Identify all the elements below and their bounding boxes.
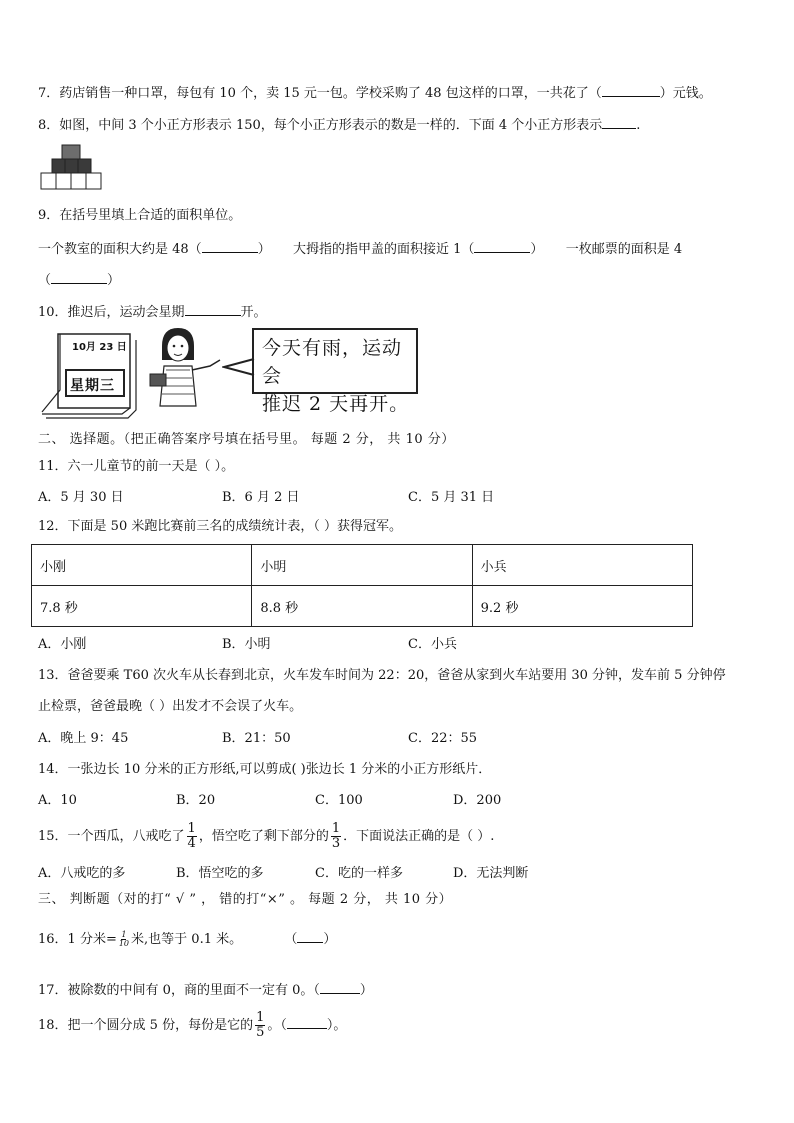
question-12: 12．下面是 50 米跑比赛前三名的成绩统计表，（ ）获得冠军。 [38, 519, 402, 534]
question-13-line-1: 13．爸爸要乘 T60 次火车从长春到北京，火车发车时间为 22：20，爸爸从家到火车站要用 30 分钟，发车前 5 分钟停 [38, 668, 726, 683]
question-7-text: 7．药店销售一种口罩，每包有 10 个，卖 15 元一包。学校采购了 48 包这样的口罩，一共花了（ [38, 86, 602, 101]
option-c[interactable]: C．小兵 [408, 637, 457, 652]
question-17: 17．被除数的中间有 0，商的里面不一定有 0。（ ） [38, 980, 373, 1000]
calendar-illustration [38, 330, 142, 422]
square-bottom [56, 173, 71, 189]
option-c[interactable]: C．5 月 31 日 [408, 490, 495, 505]
table-cell-name: 小刚 [32, 545, 252, 586]
square-middle [52, 159, 65, 173]
question-18: 18．把一个圆分成 5 份，每份是它的 $\frac{1}{5}$ 。（ ）。 [38, 1010, 347, 1040]
question-9-line-2: （ ） [38, 270, 120, 290]
table-row [32, 545, 693, 586]
option-b[interactable]: B．6 月 2 日 [222, 490, 300, 505]
option-a[interactable]: A．八戒吃的多 [38, 866, 126, 881]
fraction: $\frac{1}{3}$ [331, 821, 341, 851]
squares-figure [40, 143, 104, 193]
answer-blank[interactable] [297, 929, 323, 943]
question-10: 10．推迟后，运动会星期 开。 [38, 302, 267, 322]
question-11: 11．六一儿童节的前一天是（ ）。 [38, 459, 235, 474]
question-14: 14．一张边长 10 分米的正方形纸,可以剪成( )张边长 1 分米的小正方形纸片． [38, 762, 492, 777]
option-b[interactable]: B．21：50 [222, 731, 291, 746]
table-cell-time: 9.2 秒 [472, 586, 692, 627]
speech-line-2: 推迟 2 天再开。 [262, 393, 410, 415]
answer-blank[interactable] [51, 270, 107, 284]
speech-line-1: 今天有雨，运动会 [262, 337, 403, 387]
fraction: $\frac{1}{4}$ [187, 821, 196, 851]
square-bottom [86, 173, 101, 189]
option-b[interactable]: B．20 [176, 793, 216, 808]
teacher-illustration [148, 326, 226, 410]
table-cell-name: 小兵 [472, 545, 692, 586]
section-3-title: 三、 判断题（对的打“ √ ” ， 错的打“×” 。 每题 2 分， 共 10 分） [38, 892, 453, 907]
option-c[interactable]: C．吃的一样多 [315, 866, 403, 881]
fraction: $\frac{1}{5}$ [256, 1010, 265, 1040]
option-d[interactable]: D．200 [453, 793, 502, 808]
square-bottom [71, 173, 86, 189]
square-bottom [41, 173, 56, 189]
calendar-weekday: 星期三 [70, 378, 115, 394]
square-middle [65, 159, 78, 173]
option-d[interactable]: D．无法判断 [453, 866, 529, 881]
table-cell-time: 7.8 秒 [32, 586, 252, 627]
answer-blank[interactable] [602, 115, 636, 129]
answer-blank[interactable] [474, 239, 530, 253]
question-13-line-2: 止检票，爸爸最晚（ ）出发才不会误了火车。 [38, 699, 303, 714]
speech-tail [222, 355, 256, 379]
answer-blank[interactable] [320, 980, 360, 994]
option-a[interactable]: A．10 [38, 793, 77, 808]
option-a[interactable]: A．5 月 30 日 [38, 490, 124, 505]
option-b[interactable]: B．悟空吃的多 [176, 866, 264, 881]
answer-blank[interactable] [202, 239, 258, 253]
option-a[interactable]: A．晚上 9：45 [38, 731, 129, 746]
table-cell-name: 小明 [252, 545, 472, 586]
question-7-text-end: ）元钱。 [659, 86, 712, 101]
question-9-line: 一个教室的面积大约是 48（ ） 大拇指的指甲盖的面积接近 1（ ） 一枚邮票的面积是 4 [38, 239, 682, 259]
square-middle [78, 159, 91, 173]
score-table [31, 544, 693, 627]
answer-blank[interactable] [287, 1015, 327, 1029]
question-15: 15．一个西瓜，八戒吃了 $\frac{1}{4}$ ，悟空吃了剩下部分的 $\frac{1}{3}$ ．下面说法正确的是（ ）. [38, 821, 495, 851]
option-b[interactable]: B．小明 [222, 637, 271, 652]
answer-blank[interactable] [602, 83, 660, 97]
table-cell-time: 8.8 秒 [252, 586, 472, 627]
answer-blank[interactable] [185, 302, 241, 316]
question-16: 16．1 分米= $\frac{1}{10}$ 米,也等于 0.1 米。 （ ） [38, 930, 337, 948]
table-row [32, 586, 693, 627]
calendar-date: 10月 23 日 [72, 342, 127, 353]
option-c[interactable]: C．100 [315, 793, 363, 808]
question-7 [38, 83, 712, 103]
speech-bubble [252, 328, 418, 415]
square-top [62, 145, 80, 159]
question-8-text: 8．如图，中间 3 个小正方形表示 150，每个小正方形表示的数是一样的．下面 4 个小正方形表示 [38, 118, 603, 133]
question-8: 8．如图，中间 3 个小正方形表示 150，每个小正方形表示的数是一样的．下面 4 个小正方形表示 . [38, 115, 640, 135]
option-a[interactable]: A．小刚 [38, 637, 87, 652]
question-9-title: 9．在括号里填上合适的面积单位。 [38, 208, 242, 223]
fraction: $\frac{1}{10}$ [118, 930, 130, 948]
option-c[interactable]: C．22：55 [408, 731, 478, 746]
section-2-title: 二、 选择题。（把正确答案序号填在括号里。 每题 2 分， 共 10 分） [38, 432, 455, 447]
